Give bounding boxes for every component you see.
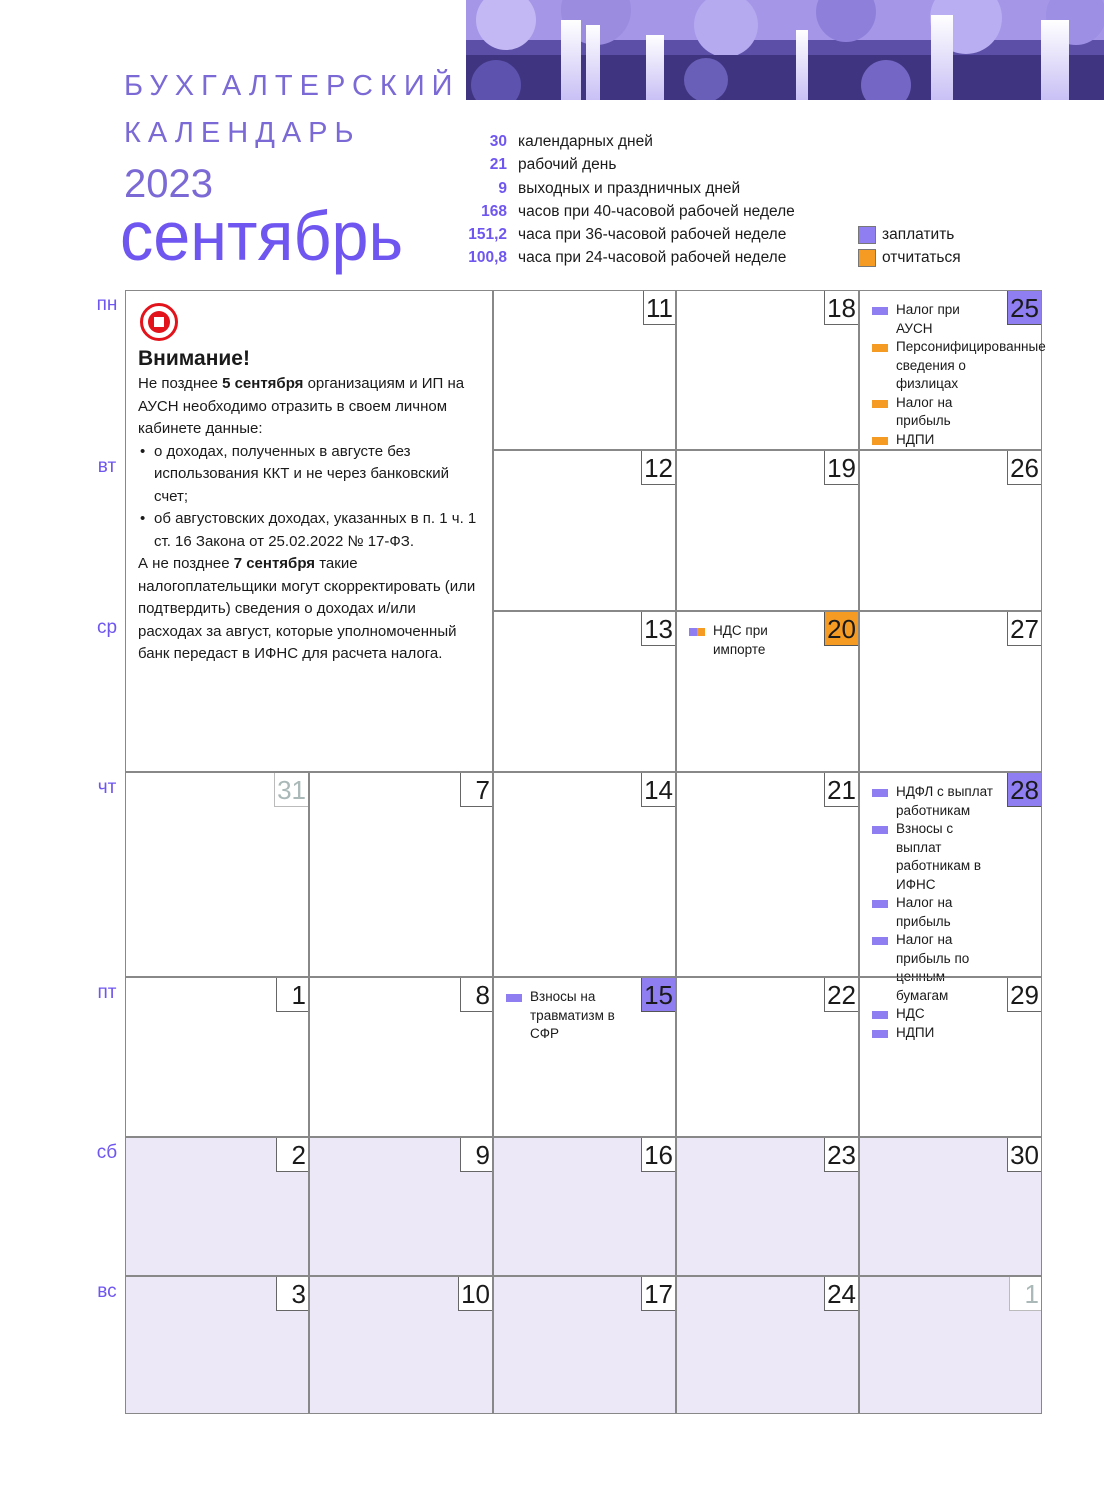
calendar-grid <box>125 290 1046 1414</box>
notice-title: Внимание! <box>138 347 250 370</box>
pay-swatch-icon <box>858 226 876 244</box>
notice-cell <box>125 290 493 772</box>
notice-text: А не позднее <box>138 555 234 572</box>
day-number: 8 <box>460 978 492 1012</box>
day-cell <box>493 772 676 977</box>
day-cell <box>125 1137 309 1276</box>
pay-marker-icon <box>872 900 888 908</box>
day-number: 18 <box>824 291 858 325</box>
day-number: 25 <box>1007 291 1041 325</box>
notice-paragraph-1 <box>138 373 478 441</box>
deadline-item <box>870 783 997 820</box>
stat-number: 30 <box>489 133 507 150</box>
day-cell <box>676 1137 859 1276</box>
deadline-item <box>687 622 814 659</box>
day-cell <box>676 1276 859 1414</box>
deadline-item <box>870 338 1046 394</box>
stat-label: часов при 40-часовой рабочей неделе <box>518 202 795 220</box>
day-cell <box>125 1276 309 1414</box>
day-number: 2 <box>276 1138 308 1172</box>
day-number: 16 <box>641 1138 675 1172</box>
deadline-text: Налог на прибыль по ценным бумагам <box>896 932 970 1003</box>
pay-marker-icon <box>872 789 888 797</box>
day-label-mon: пн <box>96 294 118 315</box>
deadline-list <box>687 622 814 659</box>
day-number: 30 <box>1007 1138 1041 1172</box>
deadline-text: НДФЛ с выплат работникам <box>896 784 993 818</box>
legend <box>858 223 961 269</box>
deadline-text: Налог на прибыль <box>896 895 953 929</box>
day-number: 26 <box>1007 451 1041 485</box>
pay-report-marker-icon <box>689 628 705 636</box>
report-marker-icon <box>872 437 888 445</box>
day-label-sat: сб <box>96 1142 118 1163</box>
day-cell <box>859 977 1042 1137</box>
day-number: 10 <box>458 1277 492 1311</box>
stat-label: часа при 24-часовой рабочей неделе <box>518 249 787 267</box>
notice-bullet: • о доходах, полученных в августе без использования ККТ и не через банковский счет; <box>138 441 478 509</box>
day-cell <box>859 1276 1042 1414</box>
deadline-text: Налог при АУСН <box>896 302 960 336</box>
notice <box>138 303 478 666</box>
legend-report-label: отчитаться <box>882 248 961 266</box>
legend-pay-label: заплатить <box>882 225 955 243</box>
deadline-item <box>504 988 631 1044</box>
pay-marker-icon <box>872 307 888 315</box>
day-label-tue: вт <box>97 456 117 477</box>
day-number: 1 <box>1009 1277 1041 1311</box>
day-number: 11 <box>643 291 675 325</box>
day-cell <box>493 1137 676 1276</box>
day-cell <box>676 290 859 450</box>
report-swatch-icon <box>858 249 876 267</box>
day-number: 15 <box>641 978 675 1012</box>
title-line-2: КАЛЕНДАРЬ <box>124 117 361 149</box>
day-cell <box>493 290 676 450</box>
deadline-text: Взносы на травматизм в СФР <box>530 989 615 1041</box>
day-number: 28 <box>1007 773 1041 807</box>
day-number: 14 <box>641 773 675 807</box>
day-cell <box>309 1137 493 1276</box>
day-cell <box>676 611 859 772</box>
day-number: 29 <box>1007 978 1041 1012</box>
day-number: 12 <box>641 451 675 485</box>
stat-number: 168 <box>481 202 507 220</box>
day-number: 19 <box>824 451 858 485</box>
day-number: 3 <box>276 1277 308 1311</box>
notice-paragraph-2 <box>138 553 478 666</box>
pay-marker-icon <box>506 994 522 1002</box>
legend-report <box>858 246 961 269</box>
deadline-text: НДПИ <box>896 1024 935 1040</box>
day-number: 7 <box>460 773 492 807</box>
day-number: 17 <box>641 1277 675 1311</box>
day-cell <box>859 450 1042 611</box>
day-label-fri: пт <box>97 982 117 1003</box>
day-cell <box>676 450 859 611</box>
day-cell <box>125 772 309 977</box>
day-number: 1 <box>276 978 308 1012</box>
day-cell <box>859 611 1042 772</box>
notice-text: Не позднее <box>138 375 223 392</box>
waterfall-banner-image <box>466 0 1104 100</box>
day-number: 24 <box>824 1277 858 1311</box>
day-number: 23 <box>824 1138 858 1172</box>
day-cell <box>309 977 493 1137</box>
deadline-text: Налог на прибыль <box>896 394 953 428</box>
deadline-item <box>870 431 997 450</box>
day-number: 21 <box>824 773 858 807</box>
deadline-text: НДС <box>896 1006 925 1021</box>
report-marker-icon <box>872 344 888 352</box>
day-cell <box>309 772 493 977</box>
notice-text: такие налогоплательщики могут скорректировать (или подтвердить) сведения о доходах и/или расходах за август, которые уполномоченный банк передаст в ИФНС для расчета налога. <box>138 555 476 662</box>
stat-number: 21 <box>489 156 507 174</box>
stat-number: 9 <box>498 179 507 197</box>
deadline-text: Персонифицированные сведения о физлицах <box>896 339 1046 391</box>
notice-text: организациям и ИП на АУСН необходимо отразить в своем личном кабинете данные: <box>138 375 465 437</box>
pay-marker-icon <box>872 826 888 834</box>
day-cell <box>676 977 859 1137</box>
day-number: 22 <box>824 978 858 1012</box>
deadline-item <box>870 301 997 338</box>
deadline-item <box>870 394 997 431</box>
pay-marker-icon <box>872 937 888 945</box>
stat-number: 151,2 <box>468 226 507 244</box>
stat-number: 100,8 <box>468 249 507 267</box>
day-label-thu: чт <box>97 777 117 798</box>
stat-label: календарных дней <box>518 133 653 150</box>
day-cell <box>125 977 309 1137</box>
day-number: 31 <box>274 773 308 807</box>
day-number: 9 <box>460 1138 492 1172</box>
alert-icon <box>140 303 178 341</box>
stat-label: выходных и праздничных дней <box>518 179 741 197</box>
deadline-list <box>504 988 631 1044</box>
year-label: 2023 <box>124 162 213 206</box>
day-label-wed: ср <box>96 617 118 638</box>
title-line-1: БУХГАЛТЕРСКИЙ <box>124 70 460 102</box>
month-title: сентябрь <box>120 197 404 275</box>
day-cell <box>859 1137 1042 1276</box>
day-cell <box>493 450 676 611</box>
deadline-text: НДС при импорте <box>713 623 768 657</box>
day-cell <box>309 1276 493 1414</box>
day-number: 20 <box>824 612 858 646</box>
day-cell <box>493 1276 676 1414</box>
day-cell <box>493 611 676 772</box>
day-cell <box>859 290 1046 450</box>
notice-date: 7 сентября <box>233 555 316 572</box>
day-cell <box>493 977 676 1137</box>
notice-bullet: • об августовских доходах, указанных в п. 1 ч. 1 ст. 16 Закона от 25.02.2022 № 17-ФЗ. <box>138 508 478 553</box>
deadline-text: НДПИ <box>896 431 935 447</box>
day-number: 27 <box>1007 612 1041 646</box>
stat-label: рабочий день <box>518 156 617 174</box>
report-marker-icon <box>872 400 888 408</box>
notice-date: 5 сентября <box>222 375 304 392</box>
day-label-sun: вс <box>97 1281 117 1302</box>
deadline-text: Взносы с выплат работникам в ИФНС <box>896 821 982 892</box>
stat-label: часа при 36-часовой рабочей неделе <box>518 226 787 244</box>
legend-pay <box>858 223 961 246</box>
deadline-item <box>870 820 997 894</box>
day-number: 13 <box>641 612 675 646</box>
day-cell <box>676 772 859 977</box>
deadline-item <box>870 894 997 931</box>
